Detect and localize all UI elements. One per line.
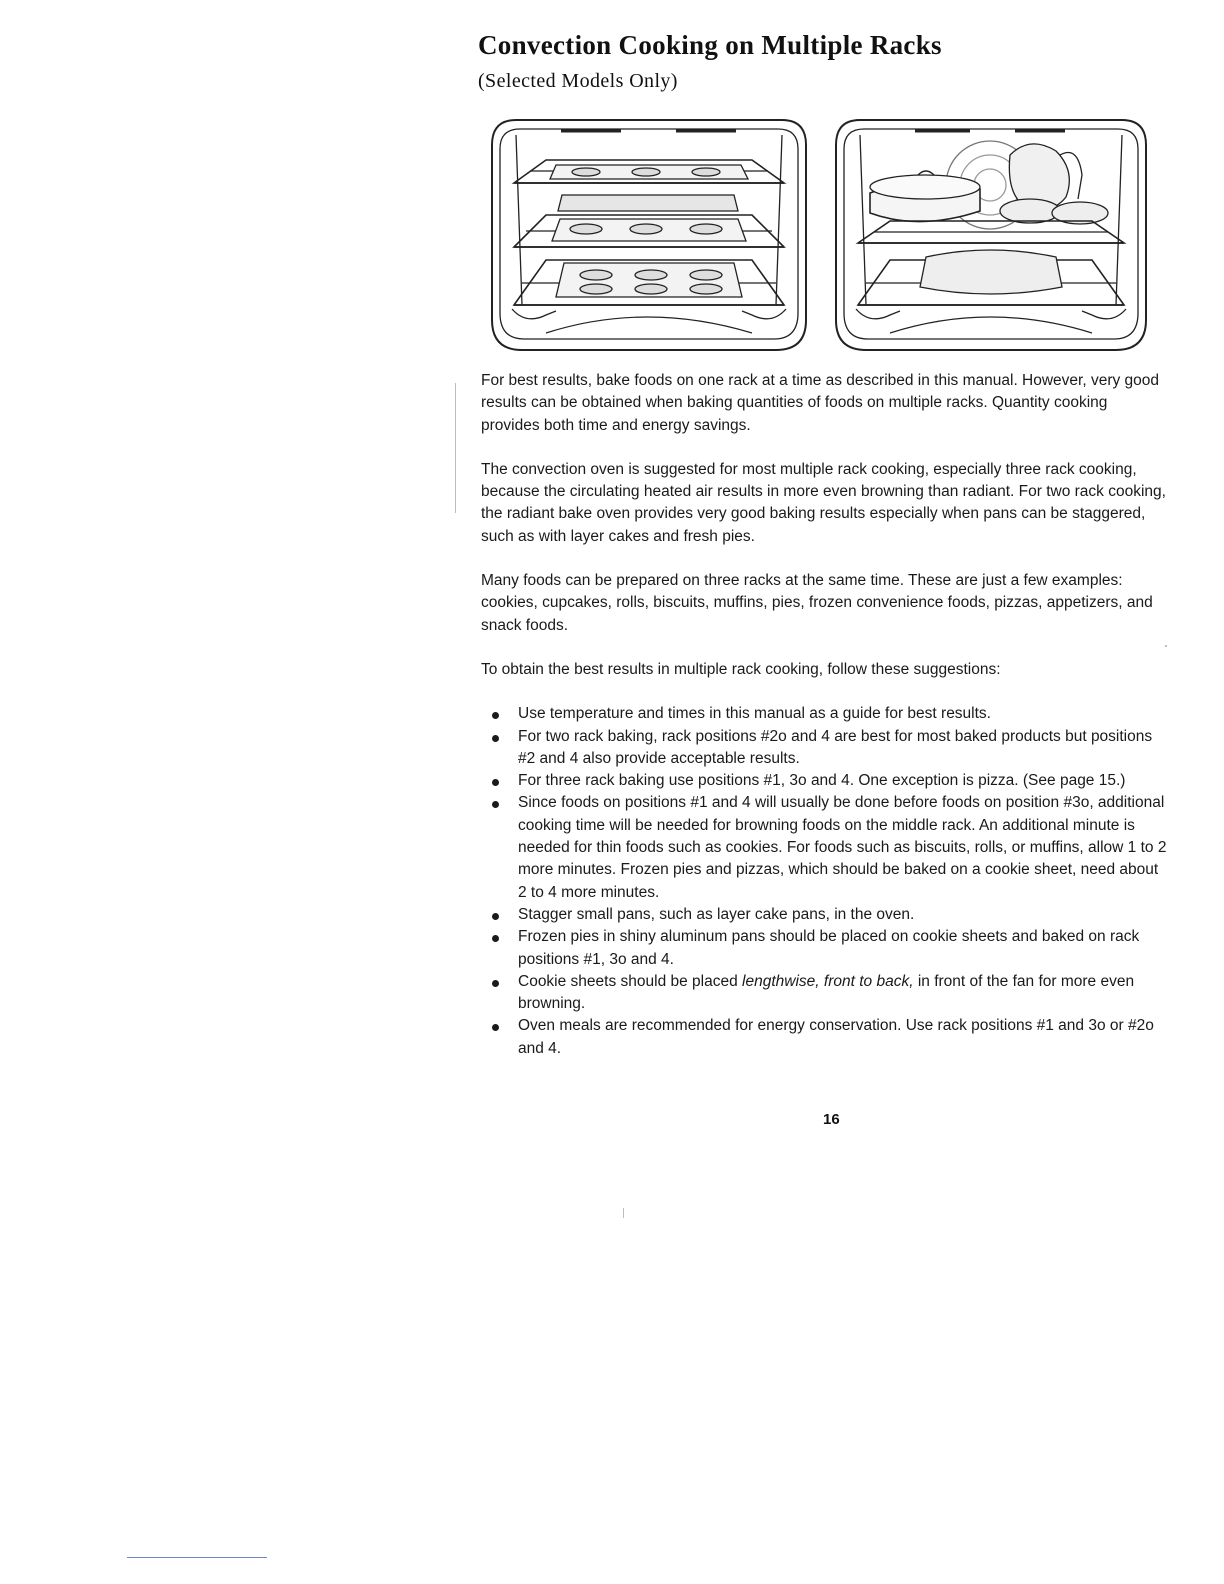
- list-item: Since foods on positions #1 and 4 will usually be done before foods on position #3o, additional cooking time will be needed for browning foods on the middle rack. An additional minute is needed for thin foods such as cookies. For foods such as biscuits, rolls, or muffins, allow 1 to 2 more minutes. Frozen pies and pizzas, which should be baked on a cookie sheet, need about 2 to 4 more minutes.: [481, 792, 1169, 903]
- bullet-icon: [492, 980, 499, 987]
- list-item: Oven meals are recommended for energy conservation. Use rack positions #1 and 3o or #2o and 4.: [481, 1015, 1169, 1060]
- two-rack-oven-meal-illustration: [830, 115, 1152, 355]
- list-item: Frozen pies in shiny aluminum pans should be placed on cookie sheets and baked on rack positions #1, 3o and 4.: [481, 926, 1169, 971]
- bullet-icon: [492, 712, 499, 719]
- list-item: Cookie sheets should be placed lengthwise, front to back, in front of the fan for more even browning.: [481, 971, 1169, 1016]
- scan-artifact: [455, 383, 456, 513]
- scan-artifact: [1165, 645, 1167, 647]
- list-item: Stagger small pans, such as layer cake pans, in the oven.: [481, 904, 1169, 926]
- scan-edge-line: [127, 1557, 267, 1558]
- bullet-icon: [492, 801, 499, 808]
- paragraph-intro: For best results, bake foods on one rack at a time as described in this manual. However, very good results can be obtained when baking quantities of foods on multiple racks. Quantity cooking provides both time and energy savings.: [481, 372, 1160, 434]
- suggestions-list: [481, 703, 1169, 1060]
- scan-artifact: [623, 1208, 624, 1218]
- list-item: For three rack baking use positions #1, 3o and 4. One exception is pizza. (See page 15.): [481, 770, 1169, 792]
- paragraph-convection: The convection oven is suggested for most multiple rack cooking, especially three rack cooking, because the circulating heated air results in more even browning than radiant. For two rack cooking, the radiant bake oven provides very good baking results especially when pans can be staggered, such as with layer cakes and fresh pies.: [481, 460, 1166, 545]
- page-number: 16: [823, 1111, 840, 1128]
- emphasis-text: lengthwise, front to back,: [742, 972, 914, 990]
- bullet-icon: [492, 735, 499, 742]
- page-title: Convection Cooking on Multiple Racks: [478, 30, 942, 60]
- body-text: [481, 370, 1169, 1060]
- list-item: Use temperature and times in this manual as a guide for best results.: [481, 703, 1169, 725]
- three-rack-cookie-sheets-illustration: [486, 115, 812, 355]
- list-item: For two rack baking, rack positions #2o and 4 are best for most baked products but positions #2 and 4 also provide acceptable results.: [481, 726, 1169, 771]
- bullet-icon: [492, 913, 499, 920]
- page-subtitle: (Selected Models Only): [478, 70, 678, 92]
- paragraph-suggestions-lead: To obtain the best results in multiple rack cooking, follow these suggestions:: [481, 660, 1001, 678]
- paragraph-examples: Many foods can be prepared on three racks at the same time. These are just a few examples: cookies, cupcakes, rolls, biscuits, muffins, pies, frozen convenience foods, pizzas, appetizers, and snack foods.: [481, 572, 1153, 634]
- bullet-icon: [492, 935, 499, 942]
- bullet-icon: [492, 1024, 499, 1031]
- bullet-icon: [492, 779, 499, 786]
